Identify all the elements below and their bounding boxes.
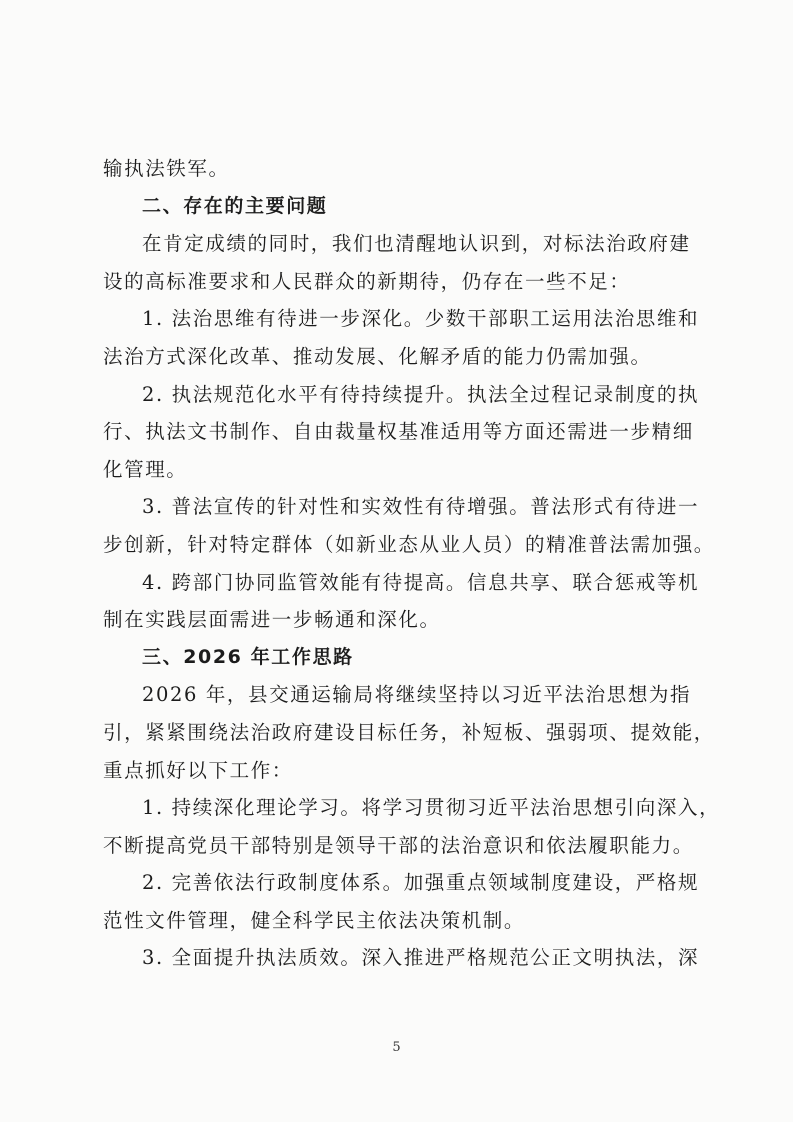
text-line: 化管理。: [103, 457, 188, 481]
text-line: 法治方式深化改革、推动发展、化解矛盾的能力仍需加强。: [103, 344, 652, 368]
section-heading: 二、存在的主要问题: [142, 194, 328, 217]
page-number: 5: [392, 1040, 401, 1055]
text-line: 行、执法文书制作、自由裁量权基准适用等方面还需进一步精细: [103, 420, 694, 444]
text-line: 1. 持续深化理论学习。将学习贯彻习近平法治思想引向深入，: [142, 796, 721, 820]
text-line: 制在实践层面需进一步畅通和深化。: [103, 608, 441, 632]
text-line: 2. 完善依法行政制度体系。加强重点领域制度建设，严格规: [142, 871, 700, 895]
text-line: 输执法铁军。: [103, 157, 230, 180]
section-heading: 三、2026 年工作思路: [142, 645, 354, 668]
document-body: [103, 150, 721, 977]
text-line: 2. 执法规范化水平有待持续提升。执法全过程记录制度的执: [142, 382, 700, 406]
text-line: 在肯定成绩的同时，我们也清醒地认识到，对标法治政府建: [142, 232, 691, 256]
text-line: 引，紧紧围绕法治政府建设目标任务，补短板、强弱项、提效能，: [103, 720, 715, 744]
text-line: 3. 全面提升执法质效。深入推进严格规范公正文明执法，深: [142, 946, 700, 970]
text-line: 重点抓好以下工作：: [103, 758, 293, 782]
text-line: 不断提高党员干部特别是领导干部的法治意识和依法履职能力。: [103, 833, 694, 857]
text-line: 1. 法治思维有待进一步深化。少数干部职工运用法治思维和: [142, 307, 700, 331]
text-line: 3. 普法宣传的针对性和实效性有待增强。普法形式有待进一: [142, 495, 700, 519]
text-line: 2026 年，县交通运输局将继续坚持以习近平法治思想为指: [142, 683, 692, 707]
text-line: 范性文件管理，健全科学民主依法决策机制。: [103, 908, 526, 932]
text-line: 设的高标准要求和人民群众的新期待，仍存在一些不足：: [103, 269, 631, 293]
text-line: 4. 跨部门协同监管效能有待提高。信息共享、联合惩戒等机: [142, 570, 700, 594]
text-line: 步创新，针对特定群体（如新业态从业人员）的精准普法需加强。: [103, 532, 715, 556]
